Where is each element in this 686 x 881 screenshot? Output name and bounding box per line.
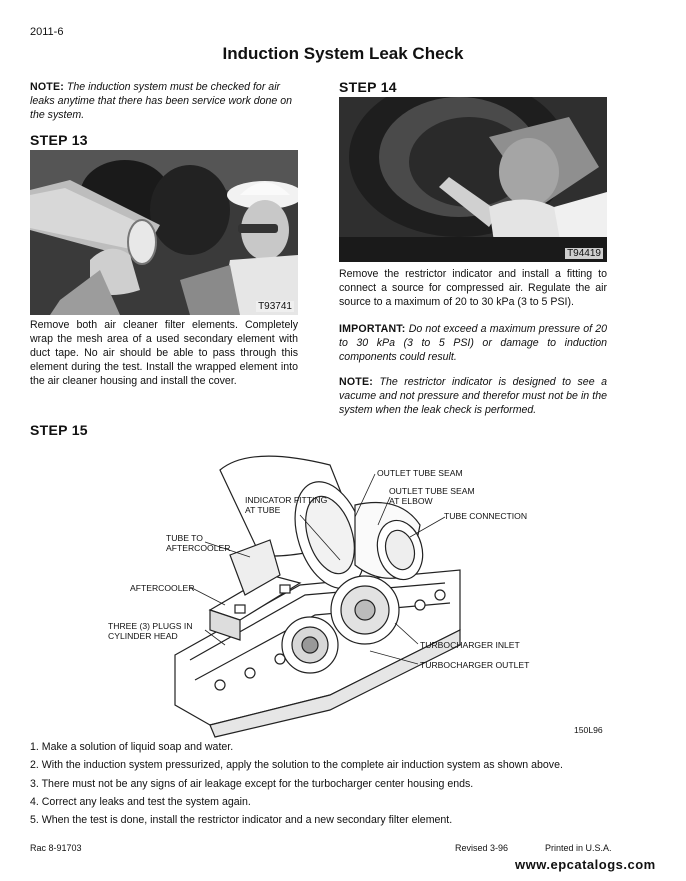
important-note — [339, 322, 607, 364]
step15-heading: STEP 15 — [30, 422, 88, 438]
footer-printed: Printed in U.S.A. — [545, 843, 612, 853]
step13-heading: STEP 13 — [30, 132, 88, 148]
instruction-list — [30, 740, 630, 831]
top-note-label: NOTE: — [30, 81, 64, 93]
step13-photo — [30, 150, 298, 315]
step13-photo-id: T93741 — [258, 301, 292, 312]
callout-outlet-tube-seam: OUTLET TUBE SEAM — [377, 468, 463, 478]
callout-tube-to-aftercooler: TUBE TO AFTERCOOLER — [166, 533, 231, 553]
step14-text: Remove the restrictor indicator and install a fitting to connect a source for compressed air. Regulate the air source to a maximum of 20 to 30 kPa (3 to 5 PSI). — [339, 268, 607, 308]
callout-aftercooler: AFTERCOOLER — [130, 583, 195, 593]
step14-note — [339, 375, 607, 417]
step13-photo-image — [30, 150, 298, 315]
step14-photo-id: T94419 — [567, 248, 601, 259]
watermark: www.epcatalogs.com — [515, 857, 656, 872]
step13-text: Remove both air cleaner filter elements. Completely wrap the mesh area of a used secondary element with duct tape. No air should be able to pass through this element during the test. Install the wrapped element into the air cleaner housing and install the cover. — [30, 319, 298, 387]
step14-note-label: NOTE: — [339, 376, 373, 388]
callout-outlet-tube-seam-elbow: OUTLET TUBE SEAM AT ELBOW — [389, 486, 475, 506]
figure-id: 150L96 — [574, 725, 603, 735]
callout-turbocharger-outlet: TURBOCHARGER OUTLET — [420, 660, 530, 670]
callout-tube-connection: TUBE CONNECTION — [444, 511, 528, 521]
page-title: Induction System Leak Check — [222, 44, 464, 63]
instruction-item: 1. Make a solution of liquid soap and water. — [30, 741, 234, 753]
important-label: IMPORTANT: — [339, 323, 406, 335]
important-text: Do not exceed a maximum pressure of 20 to 30 kPa (3 to 5 PSI) or damage to induction components could result. — [339, 323, 607, 363]
step14-heading: STEP 14 — [339, 79, 397, 95]
callout-three-plugs: THREE (3) PLUGS IN CYLINDER HEAD — [108, 621, 193, 641]
callout-indicator-fitting: INDICATOR FITTING AT TUBE — [245, 495, 328, 515]
step14-note-text: The restrictor indicator is designed to see a vacume and not pressure and therefor must not be in the system when the leak check is performed. — [339, 376, 607, 416]
top-note-text: The induction system must be checked for air leaks anytime that there has been service work done on the system. — [30, 81, 293, 121]
top-note — [30, 80, 298, 122]
footer-doc-number: Rac 8-91703 — [30, 843, 82, 853]
page-number: 2011-6 — [30, 26, 64, 38]
footer-revised: Revised 3-96 — [455, 843, 509, 853]
instruction-item: 4. Correct any leaks and test the system again. — [30, 795, 251, 808]
instruction-item: 2. With the induction system pressurized, apply the solution to the complete air induction system as shown above. — [30, 759, 563, 772]
step14-photo-image — [339, 97, 607, 262]
instruction-item: 5. When the test is done, install the restrictor indicator and a new secondary filter element. — [30, 814, 453, 827]
step14-photo — [339, 97, 607, 262]
instruction-item: 3. There must not be any signs of air leakage except for the turbocharger center housing ends. — [30, 777, 474, 790]
callout-turbocharger-inlet: TURBOCHARGER INLET — [420, 640, 520, 650]
